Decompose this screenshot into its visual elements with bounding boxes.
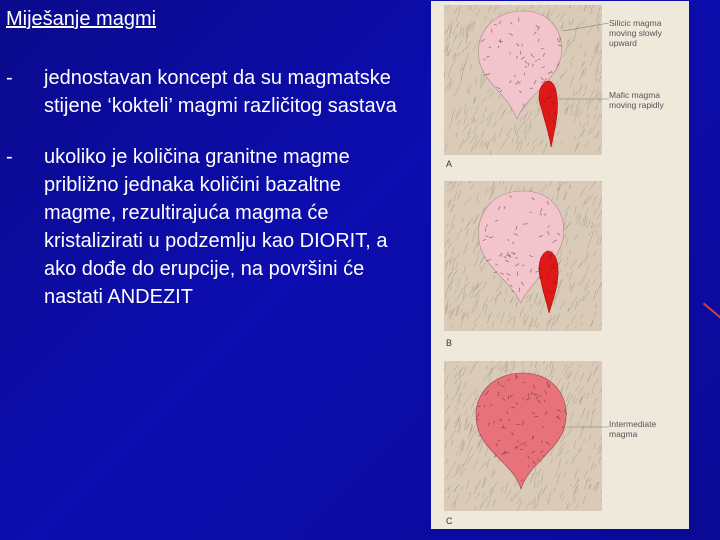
panel-label-b: B bbox=[446, 338, 453, 348]
panel-label-c: C bbox=[446, 516, 453, 526]
bullet-marker: - bbox=[6, 146, 13, 168]
panel-b bbox=[444, 170, 606, 331]
decorative-red-line bbox=[703, 303, 720, 324]
bullet-text: jednostavan koncept da su magmatske stijene ‘kokteli’ magmi različitog sastava bbox=[44, 67, 397, 117]
panel-label-a: A bbox=[446, 159, 453, 169]
slide-title: Miješanje magmi bbox=[6, 8, 157, 30]
bullet-list bbox=[6, 64, 416, 334]
bullet-text: ukoliko je količina granitne magme približno jednaka količini bazaltne magme, rezultirajuća magma će kristalizirati u podzemlju kao DIORIT, a ako dođe do erupcije, na površini će nastati ANDEZIT bbox=[44, 146, 388, 308]
panel-c bbox=[444, 353, 609, 511]
figure-drawing bbox=[431, 1, 689, 529]
magma-mixing-figure bbox=[431, 1, 689, 529]
bullet-marker: - bbox=[6, 67, 13, 89]
annotation-intermediate-magma: Intermediate magma bbox=[609, 419, 657, 439]
bullet-item bbox=[6, 143, 416, 311]
annotation-mafic-magma: Mafic magma moving rapidly bbox=[609, 90, 664, 110]
bullet-item bbox=[6, 64, 416, 120]
panel-a bbox=[444, 1, 609, 155]
annotation-silicic-magma: Silicic magma moving slowly upward bbox=[609, 18, 662, 48]
